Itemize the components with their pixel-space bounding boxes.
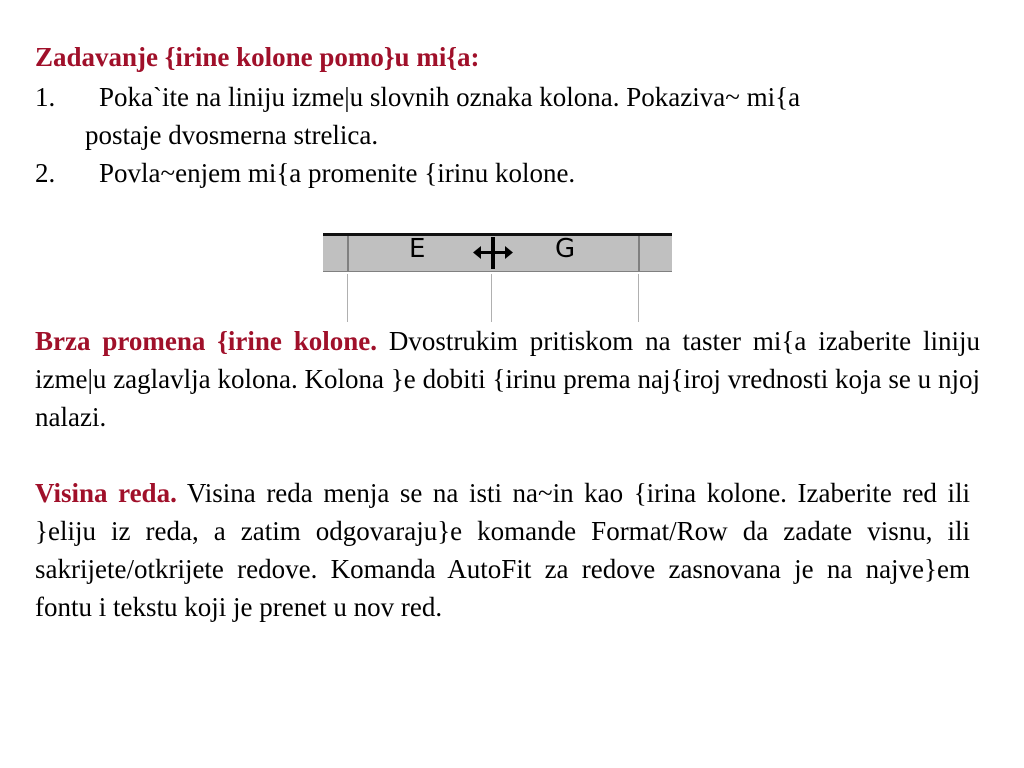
column-letter-g: G (555, 234, 576, 264)
list-item (35, 154, 985, 192)
step-text-line: Poka`ite na liniju izme|u slovnih oznaka kolona. Pokaziva~ mi{a (99, 82, 801, 112)
step-text (99, 78, 985, 116)
cell-gridline (638, 274, 639, 322)
paragraph-body: Visina reda menja se na isti na~in kao {irina kolone. Izaberite red ili }eliju iz reda, a zatim odgovaraju}e komande Format/Row da zadate visnu, ili sakrijete/otkrijete redove. Komanda AutoFit za redove zasnovana je na najve}em fontu i tekstu koji je prenet u nov red. (35, 478, 970, 622)
column-letter-e: E (409, 234, 426, 264)
paragraph-quick-width (35, 322, 980, 436)
column-header-illustration (323, 230, 672, 290)
steps-list (35, 78, 985, 192)
cell-gridline (491, 274, 492, 322)
paragraph-lead: Brza promena {irine kolone. (35, 326, 378, 356)
paragraph-row-height (35, 474, 970, 626)
step-text-line: Povla~enjem mi{a promenite {irinu kolone. (99, 158, 576, 188)
step-text (99, 154, 985, 192)
resize-horizontal-cursor-icon (473, 233, 515, 273)
list-item (35, 78, 985, 116)
list-item-continuation (35, 116, 985, 154)
step-number: 1. (35, 82, 56, 112)
paragraph-body: Dvostrukim pritiskom na taster mi{a izaberite liniju izme|u zaglavlja kolona. Kolona }e dobiti {irinu prema naj{iroj vrednosti koja se u njoj nalazi. (35, 326, 981, 432)
step-number: 2. (35, 158, 56, 188)
cell-gridline (347, 274, 348, 322)
column-separator (638, 236, 640, 271)
paragraph-lead: Visina reda. (35, 478, 177, 508)
column-separator (347, 236, 349, 271)
section-title: Zadavanje {irine kolone pomo}u mi{a: (35, 42, 480, 72)
step-text-continuation: postaje dvosmerna strelica. (85, 120, 379, 150)
